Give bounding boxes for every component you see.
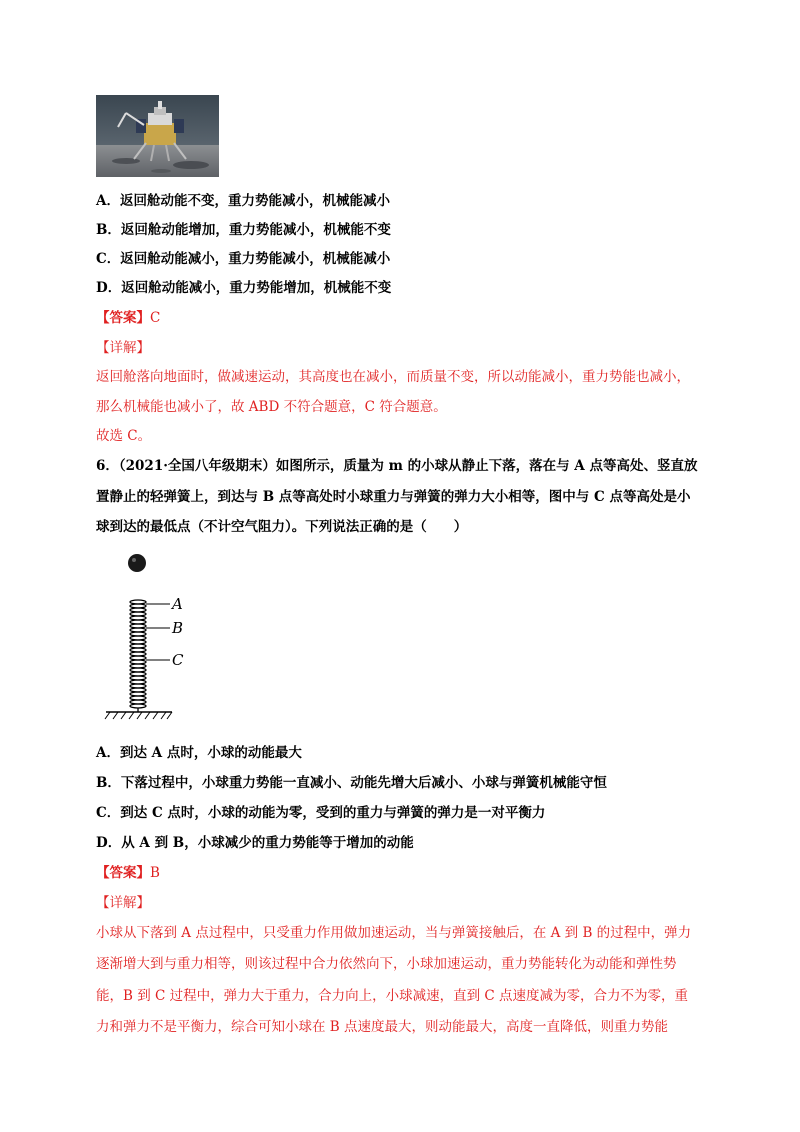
q6-detail-line-1: 小球从下落到 A 点过程中，只受重力作用做加速运动，当与弹簧接触后，在 A 到 B 的过程中，弹力 bbox=[96, 925, 692, 941]
q6-option-c: C．到达 C 点时，小球的动能为零，受到的重力与弹簧的弹力是一对平衡力 bbox=[96, 805, 546, 821]
answer-label: 【答案】 bbox=[96, 310, 150, 326]
q6-detail-line-4: 力和弹力不是平衡力，综合可知小球在 B 点速度最大，则动能最大，高度一直降低，则重力势能 bbox=[96, 1019, 669, 1035]
q6-detail-line-3: 能，B 到 C 过程中，弹力大于重力，合力向上，小球减速，直到 C 点速度减为零，合力不为零，重 bbox=[96, 988, 689, 1004]
q5-answer bbox=[96, 308, 160, 328]
label-a: A bbox=[172, 595, 183, 613]
answer-label: 【答案】 bbox=[96, 865, 150, 881]
q5-detail-label: 【详解】 bbox=[96, 340, 150, 356]
q6-option-d: D．从 A 到 B，小球减少的重力势能等于增加的动能 bbox=[96, 835, 414, 851]
q5-option-c: C．返回舱动能减小，重力势能减小，机械能减小 bbox=[96, 251, 391, 267]
label-b: B bbox=[172, 619, 184, 637]
q5-option-d: D．返回舱动能减小，重力势能增加，机械能不变 bbox=[96, 280, 392, 296]
lunar-lander-photo bbox=[96, 95, 219, 177]
q6-detail-label: 【详解】 bbox=[96, 895, 150, 911]
q6-stem-line-2: 置静止的轻弹簧上，到达与 B 点等高处时小球重力与弹簧的弹力大小相等，图中与 C 点等高处是小 bbox=[96, 489, 691, 505]
q5-conclusion: 故选 C。 bbox=[96, 428, 152, 444]
ground-hatching bbox=[105, 712, 172, 719]
answer-value: C bbox=[150, 310, 161, 326]
q5-detail-line-2: 那么机械能也减小了，故 ABD 不符合题意，C 符合题意。 bbox=[96, 399, 447, 415]
q5-option-b: B．返回舱动能增加，重力势能减小，机械能不变 bbox=[96, 222, 391, 238]
q6-stem-line-3: 球到达的最低点（不计空气阻力）。下列说法正确的是（ ） bbox=[96, 519, 468, 535]
spring-diagram bbox=[100, 550, 200, 725]
q6-stem-line-1: 6．（2021·全国八年级期末）如图所示，质量为 m 的小球从静止下落，落在与 A 点等高处、竖直放 bbox=[96, 458, 698, 474]
spring bbox=[130, 600, 146, 712]
q6-detail-line-2: 逐渐增大到与重力相等，则该过程中合力依然向下，小球加速运动，重力势能转化为动能和弹性势 bbox=[96, 956, 677, 972]
label-c: C bbox=[172, 651, 184, 669]
q6-option-b: B．下落过程中，小球重力势能一直减小、动能先增大后减小、小球与弹簧机械能守恒 bbox=[96, 775, 607, 791]
answer-value: B bbox=[150, 865, 160, 881]
q6-answer bbox=[96, 863, 160, 883]
q5-detail-line-1: 返回舱落向地面时，做减速运动，其高度也在减小，而质量不变，所以动能减小，重力势能也减小， bbox=[96, 369, 690, 385]
q6-option-a: A．到达 A 点时，小球的动能最大 bbox=[96, 745, 302, 761]
q5-option-a: A．返回舱动能不变，重力势能减小，机械能减小 bbox=[96, 193, 390, 209]
ball bbox=[128, 554, 146, 572]
